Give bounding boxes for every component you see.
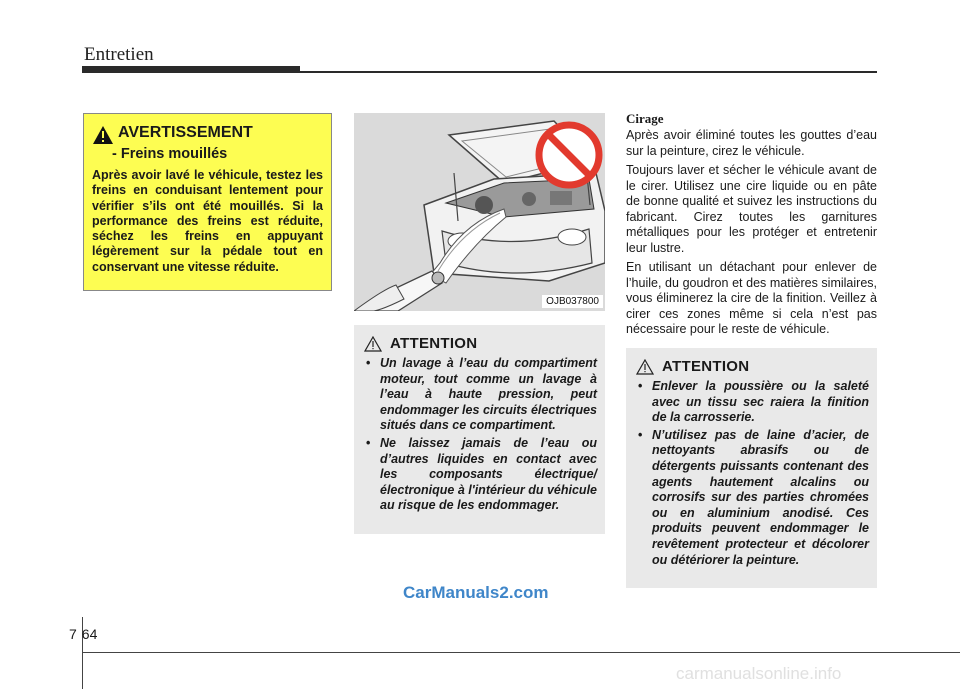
attention-item: • Un lavage à l’eau du compartiment moteur, tout comme un lavage à l’eau à haute pression, peut endommager les circuits électriques situés dans ce compartiment. [366,356,597,433]
paragraph: Après avoir éliminé toutes les gouttes d’eau sur la peinture, cirez le véhicule. [626,128,877,158]
page-number-value: 64 [81,626,98,642]
attention-title: ATTENTION [662,358,750,375]
caution-triangle-icon [364,336,382,352]
warning-title: AVERTISSEMENT [118,124,253,141]
cirage-section [626,111,877,342]
page-header-title: Entretien [84,44,154,65]
illustration-code: OJB037800 [542,295,603,308]
paragraph: Toujours laver et sécher le véhicule avant de le cirer. Utilisez une cire liquide ou en pâte de bonne qualité et suivez les instructions du fabricant. Cirez toutes les garnitures métalliques pour les protéger et entretenir leur lustre. [626,163,877,255]
section-number: 7 [69,626,77,642]
paragraph: En utilisant un détachant pour enlever de l’huile, du goudron et des matières similaires, vous éliminerez la cire de la finition. Veillez à cirer ces zones même si cela n’est pas nécessaire pour le reste de véhicule. [626,260,877,336]
engine-washing-illustration [354,113,605,311]
page-number [69,626,97,642]
attention-item: • Enlever la poussière ou la saleté avec un tissu sec raiera la finition de la carrosserie. [638,379,869,425]
watermark-link[interactable]: CarManuals2.com [403,583,549,602]
car-hood-open-drawing [354,113,605,311]
section-heading: Cirage [626,111,664,126]
header-rule-thin [300,71,877,73]
attention-item: • N’utilisez pas de laine d’acier, de nettoyants abrasifs ou de détergents puissants contenant des agents hautement alcalins ou corrosifs sur des parties chromées ou en aluminium anodisé. Ces produits peuvent endommager le revêtement protecteur et décolorer ou détériorer la peinture. [638,427,869,567]
header-rule-thick [82,66,300,73]
warning-box [83,113,332,291]
attention-title: ATTENTION [390,335,478,352]
footer-site-watermark: carmanualsonline.info [676,664,842,683]
warning-triangle-icon [92,125,114,145]
attention-box-engine [354,325,605,534]
footer-horizontal-rule [82,652,960,653]
warning-body: Après avoir lavé le véhicule, testez les freins en conduisant lentement pour vérifier s’ils ont été mouillés. Si la performance des freins est réduite, séchez les freins en appuyant légèrement sur la pédale tout en conservant une vitesse réduite. [92,168,323,274]
caution-triangle-icon [636,359,654,375]
attention-box-waxing [626,348,877,588]
attention-item: • Ne laissez jamais de l’eau ou d’autres liquides en contact avec les composants électrique/électronique à l'intérieur du véhicule au risque de les endommager. [366,435,597,513]
warning-subtitle: - Freins mouillés [112,146,228,162]
